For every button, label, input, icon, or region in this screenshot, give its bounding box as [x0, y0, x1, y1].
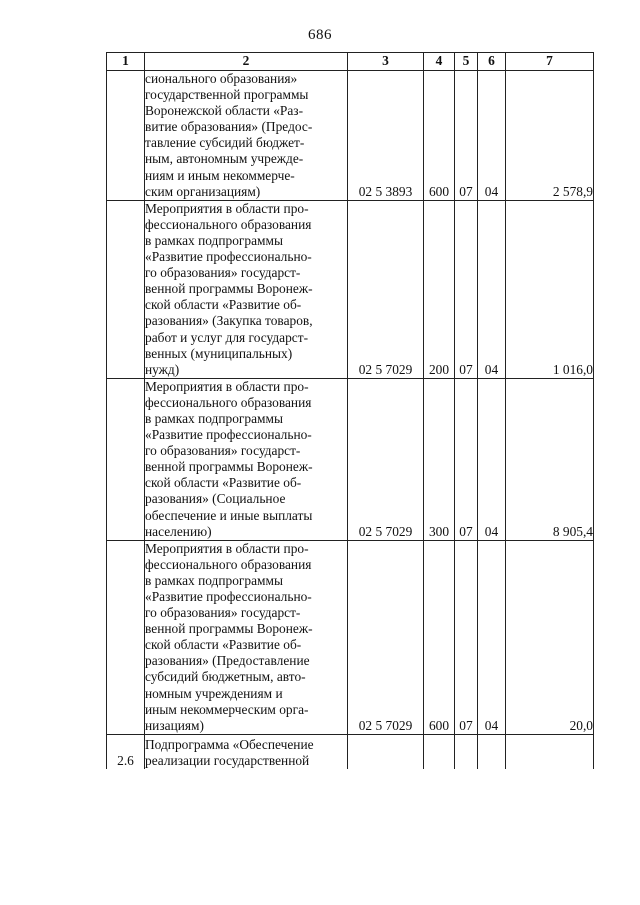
- subsection-code: 04: [478, 540, 506, 734]
- row-name-line: разования» (Социальное: [145, 491, 286, 507]
- row-name: [145, 378, 348, 540]
- amount-value: 1 016,0: [506, 200, 594, 378]
- row-name-line: «Развитие профессионально-: [145, 589, 312, 604]
- page-number: 686: [308, 27, 332, 43]
- subsection-code: 04: [478, 378, 506, 540]
- table-row: [107, 734, 594, 769]
- row-name-line: работ и услуг для государст-: [145, 329, 309, 345]
- row-name-line: иным некоммерческим орга-: [145, 701, 309, 717]
- header-col-4: 4: [424, 53, 455, 71]
- row-name-line: венной программы Воронеж-: [145, 281, 313, 297]
- row-name-line: Подпрограмма «Обеспечение: [145, 736, 314, 752]
- row-name-line: Мероприятия в области про-: [145, 200, 309, 216]
- row-name-line: фессионального образования: [145, 216, 312, 232]
- amount-value: 8 905,4: [506, 378, 594, 540]
- target-article-code: 02 5 7029: [348, 200, 424, 378]
- expense-type-code: 300: [424, 378, 455, 540]
- expense-type-code: 600: [424, 540, 455, 734]
- row-name-line: витие образования» (Предос-: [145, 119, 313, 135]
- row-name-line: в рамках подпрограммы: [145, 410, 283, 426]
- row-name-line: Мероприятия в области про-: [145, 378, 309, 394]
- row-name-line: ским организациям): [145, 183, 261, 199]
- row-name-line: в рамках подпрограммы: [145, 572, 283, 588]
- row-name: [145, 540, 348, 734]
- table-header-row: [107, 53, 594, 71]
- expense-type-code: 600: [424, 71, 455, 201]
- row-name-line: номным учреждениям и: [145, 685, 283, 701]
- row-name-line: низациям): [145, 717, 204, 733]
- row-name-line: субсидий бюджетным, авто-: [145, 669, 306, 685]
- amount-value: [506, 734, 594, 769]
- subsection-code: [478, 734, 506, 769]
- section-code: 07: [455, 71, 478, 201]
- row-name-line: Воронежской области «Раз-: [145, 103, 304, 119]
- section-code: 07: [455, 200, 478, 378]
- row-name-line: реализации государственной: [145, 752, 310, 768]
- row-name-line: Мероприятия в области про-: [145, 540, 309, 556]
- row-name-line: обеспечение и иные выплаты: [145, 507, 313, 523]
- row-name-line: фессионального образования: [145, 394, 312, 410]
- table-row: [107, 200, 594, 378]
- row-name-line: «Развитие профессионально-: [145, 249, 312, 265]
- row-name-line: населению): [145, 523, 212, 539]
- expense-type-code: [424, 734, 455, 769]
- row-number: [107, 71, 145, 201]
- row-number: [107, 378, 145, 540]
- row-name-line: сионального образования»: [145, 71, 298, 86]
- row-name-line: ской области «Развитие об-: [145, 637, 302, 653]
- row-name-line: го образования» государст-: [145, 605, 301, 621]
- row-name-line: венной программы Воронеж-: [145, 459, 313, 475]
- target-article-code: 02 5 7029: [348, 540, 424, 734]
- row-name-line: фессионального образования: [145, 556, 312, 572]
- row-name-line: го образования» государст-: [145, 265, 301, 281]
- subsection-code: 04: [478, 200, 506, 378]
- row-name-line: венных (муниципальных): [145, 345, 293, 361]
- row-name-line: разования» (Закупка товаров,: [145, 313, 313, 329]
- row-name-line: го образования» государст-: [145, 443, 301, 459]
- row-name-line: «Развитие профессионально-: [145, 427, 312, 443]
- amount-value: 2 578,9: [506, 71, 594, 201]
- row-name-line: ской области «Развитие об-: [145, 475, 302, 491]
- amount-value: 20,0: [506, 540, 594, 734]
- row-name: [145, 71, 348, 201]
- header-col-6: 6: [478, 53, 506, 71]
- row-name: [145, 200, 348, 378]
- target-article-code: 02 5 3893: [348, 71, 424, 201]
- table-body: [107, 71, 594, 769]
- row-number: 2.6: [107, 734, 145, 769]
- row-name-line: ным, автономным учрежде-: [145, 151, 304, 167]
- header-col-7: 7: [506, 53, 594, 71]
- row-name-line: тавление субсидий бюджет-: [145, 135, 305, 151]
- row-number: [107, 200, 145, 378]
- target-article-code: [348, 734, 424, 769]
- row-name-line: нужд): [145, 361, 180, 377]
- table-row: [107, 71, 594, 201]
- expense-type-code: 200: [424, 200, 455, 378]
- table-row: [107, 540, 594, 734]
- header-col-3: 3: [348, 53, 424, 71]
- row-name: [145, 734, 348, 769]
- row-name-line: разования» (Предоставление: [145, 653, 310, 669]
- row-name-line: ской области «Развитие об-: [145, 297, 302, 313]
- section-code: 07: [455, 378, 478, 540]
- budget-table: [106, 52, 594, 769]
- row-name-line: ниям и иным некоммерче-: [145, 167, 295, 183]
- row-name-line: венной программы Воронеж-: [145, 621, 313, 637]
- section-code: [455, 734, 478, 769]
- target-article-code: 02 5 7029: [348, 378, 424, 540]
- table-row: [107, 378, 594, 540]
- header-col-5: 5: [455, 53, 478, 71]
- header-col-2: 2: [145, 53, 348, 71]
- row-name-line: государственной программы: [145, 87, 309, 103]
- header-col-1: 1: [107, 53, 145, 71]
- row-number: [107, 540, 145, 734]
- row-name-line: в рамках подпрограммы: [145, 232, 283, 248]
- subsection-code: 04: [478, 71, 506, 201]
- section-code: 07: [455, 540, 478, 734]
